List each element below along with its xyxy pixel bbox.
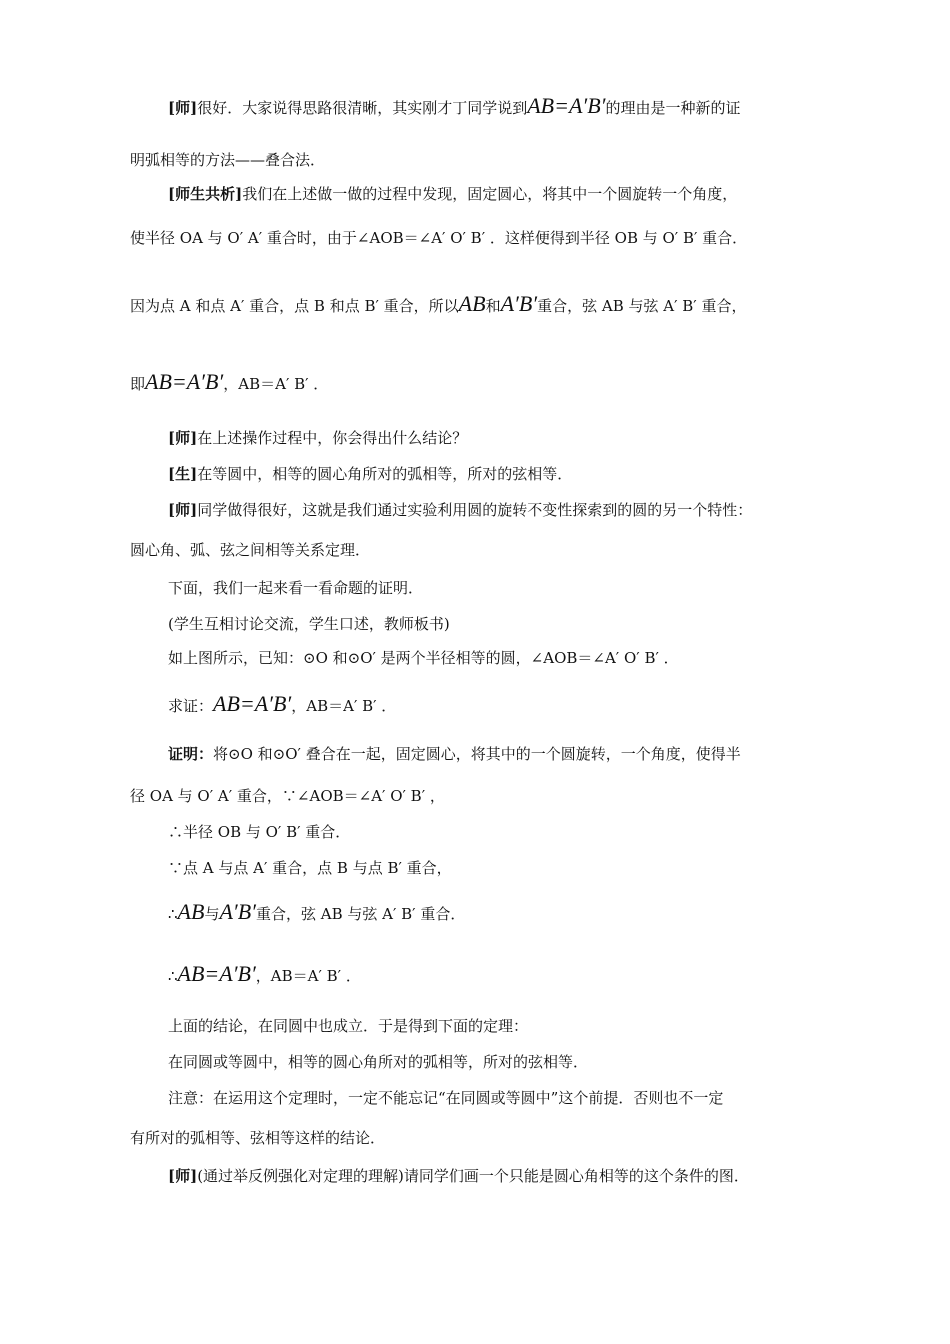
- paragraph-line: [168, 464, 572, 484]
- line-text: 和: [485, 297, 501, 315]
- arc-formula: AB: [177, 899, 205, 924]
- line-text: ，AB＝A′ B′ ．: [223, 375, 329, 393]
- proof-label: 证明：: [168, 745, 214, 763]
- paragraph-line: [168, 898, 465, 924]
- line-text: 我们在上述做一做的过程中发现，固定圆心，将其中一个圆旋转一个角度，: [242, 185, 738, 203]
- paragraph-line: 下面，我们一起来看一看命题的证明．: [168, 579, 424, 597]
- paragraph-line: [168, 184, 737, 204]
- line-text: 的理由是一种新的证: [605, 99, 741, 117]
- paragraph-line: ∴半径 OB 与 O′ B′ 重合．: [168, 823, 351, 841]
- paragraph-line: 明弧相等的方法——叠合法．: [130, 151, 326, 169]
- paragraph-line: [168, 690, 396, 716]
- arc-formula: A′B′: [219, 899, 256, 924]
- paragraph-line: 上面的结论，在同圆中也成立．于是得到下面的定理：: [168, 1017, 529, 1035]
- paragraph-line: [168, 500, 752, 520]
- line-text: (通过举反例强化对定理的理解)请同学们画一个只能是圆心角相等的这个条件的图．: [197, 1167, 749, 1185]
- line-text: ∴: [168, 905, 178, 923]
- line-text: ，AB＝A′ B′ ．: [255, 967, 361, 985]
- line-text: ，AB＝A′ B′ ．: [291, 697, 397, 715]
- arc-formula: AB=A′B′: [527, 93, 606, 118]
- paragraph-line: [168, 428, 467, 448]
- line-text: 重合，弦 AB 与弦 A′ B′ 重合，: [537, 297, 747, 315]
- paragraph-line: 如上图所示，已知：⊙O 和⊙O′ 是两个半径相等的圆，∠AOB＝∠A′ O′ B′ ．: [168, 649, 679, 667]
- arc-formula: AB=A′B′: [177, 961, 256, 986]
- paragraph-line: 在同圆或等圆中，相等的圆心角所对的弧相等，所对的弦相等．: [168, 1053, 589, 1071]
- paragraph-line: 使半径 OA 与 O′ A′ 重合时，由于∠AOB＝∠A′ O′ B′ ．这样便得到半径 OB 与 O′ B′ 重合．: [130, 229, 748, 247]
- arc-formula: AB=A′B′: [145, 369, 224, 394]
- paragraph-line: 径 OA 与 O′ A′ 重合，∵∠AOB＝∠A′ O′ B′ ，: [130, 787, 445, 805]
- speaker-tag: [师]: [168, 99, 198, 117]
- line-text: ∴: [168, 967, 178, 985]
- line-text: 将⊙O 和⊙O′ 叠合在一起，固定圆心，将其中的一个圆旋转，一个角度，使得半: [213, 745, 741, 763]
- line-text: 很好．大家说得思路很清晰，其实刚才丁同学说到: [197, 99, 528, 117]
- arc-formula: AB: [458, 291, 486, 316]
- arc-formula: AB=A′B′: [213, 691, 292, 716]
- paragraph-line: [168, 960, 361, 986]
- line-text: 同学做得很好，这就是我们通过实验利用圆的旋转不变性探索到的圆的另一个特性：: [197, 501, 753, 519]
- paragraph-line: [168, 92, 740, 118]
- line-text: 即: [130, 375, 146, 393]
- paragraph-line: 注意：在运用这个定理时，一定不能忘记“在同圆或等圆中”这个前提．否则也不一定: [168, 1089, 724, 1107]
- arc-formula: A′B′: [500, 291, 538, 316]
- paragraph-line: ∵点 A 与点 A′ 重合，点 B 与点 B′ 重合，: [168, 859, 452, 877]
- line-text: 重合，弦 AB 与弦 A′ B′ 重合．: [255, 905, 466, 923]
- speaker-tag: [师]: [168, 1167, 198, 1185]
- paragraph-line: [168, 744, 741, 764]
- line-text: 与: [204, 905, 220, 923]
- paragraph-line: 有所对的弧相等、弦相等这样的结论．: [130, 1129, 386, 1147]
- line-text: 因为点 A 和点 A′ 重合，点 B 和点 B′ 重合，所以: [130, 297, 459, 315]
- paragraph-line: (学生互相讨论交流，学生口述，教师板书): [168, 615, 450, 633]
- speaker-tag: [生]: [168, 465, 198, 483]
- speaker-tag: [师]: [168, 501, 198, 519]
- speaker-tag: [师生共析]: [168, 185, 243, 203]
- line-text: 在上述操作过程中，你会得出什么结论？: [197, 429, 468, 447]
- paragraph-line: [130, 290, 746, 316]
- speaker-tag: [师]: [168, 429, 198, 447]
- paragraph-line: 圆心角、弧、弦之间相等关系定理．: [130, 541, 371, 559]
- line-text: 求证：: [168, 697, 214, 715]
- paragraph-line: [130, 368, 328, 394]
- paragraph-line: [168, 1166, 749, 1186]
- line-text: 在等圆中，相等的圆心角所对的弧相等，所对的弦相等．: [197, 465, 573, 483]
